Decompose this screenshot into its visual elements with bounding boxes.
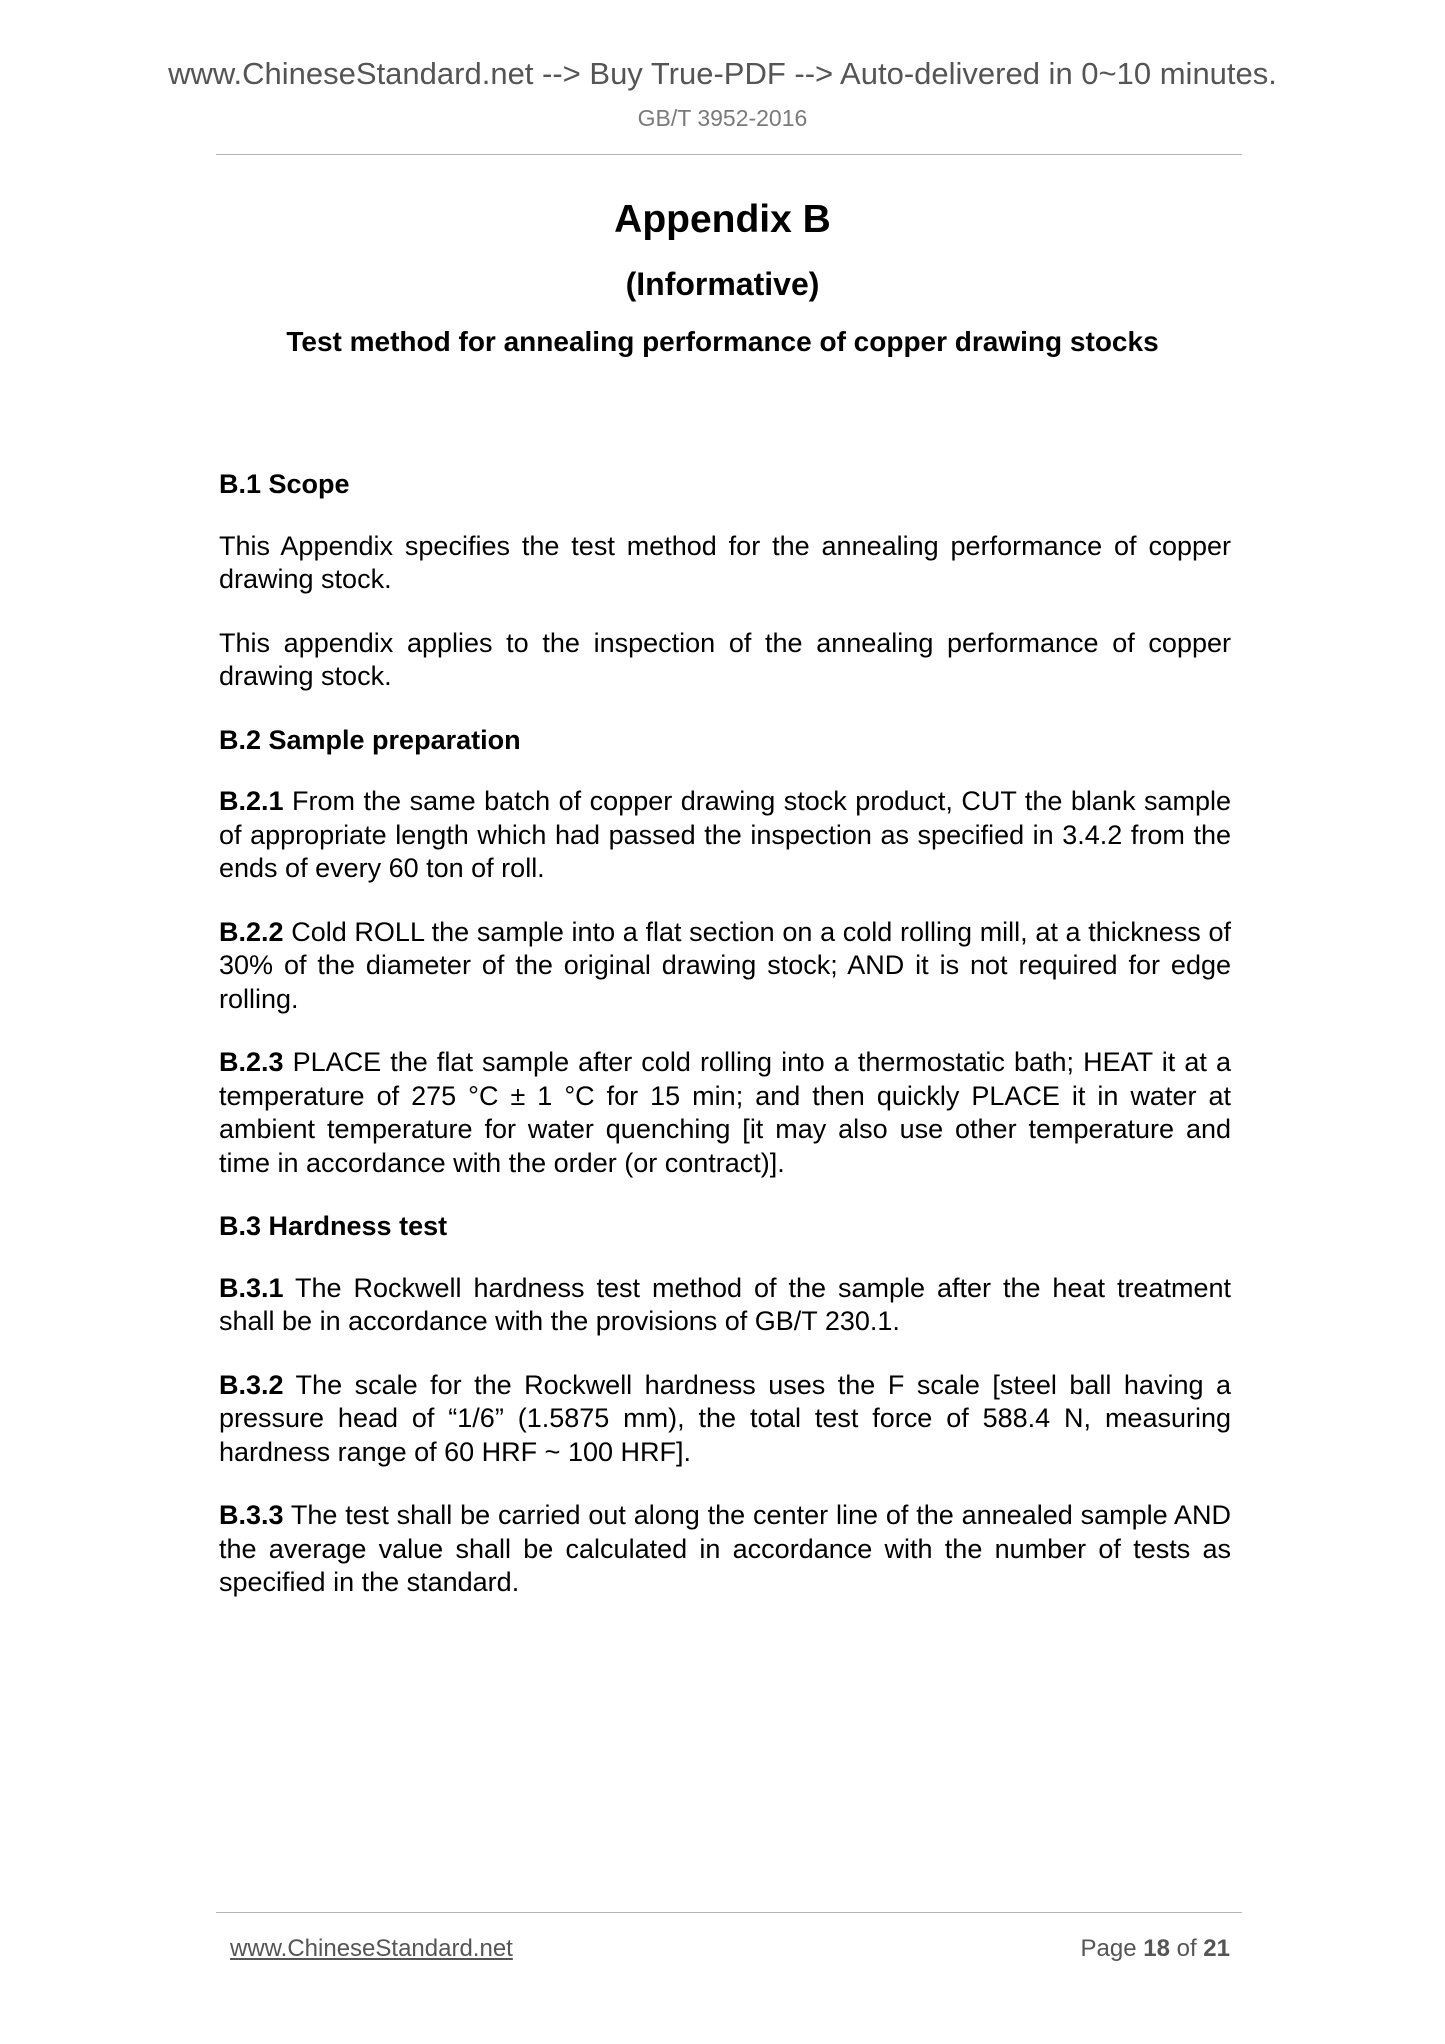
clause-number: B.2.3 (219, 1047, 284, 1077)
clause-text: The test shall be carried out along the center line of the annealed sample AND the average value shall be calculated in accordance with the number of tests as specified in the standard. (219, 1500, 1231, 1597)
header-divider (216, 154, 1242, 155)
page-prefix: Page (1080, 1935, 1144, 1962)
header-banner: www.ChineseStandard.net --> Buy True-PDF --> Auto-delivered in 0~10 minutes. (168, 56, 1277, 91)
section-heading-b3: B.3 Hardness test (219, 1211, 448, 1241)
clause-text: From the same batch of copper drawing stock product, CUT the blank sample of appropriate length which had passed the inspection as specified in 3.4.2 from the ends of every 60 ton of roll. (219, 786, 1231, 883)
paragraph: This Appendix specifies the test method for the annealing performance of copper drawing stock. (219, 530, 1231, 594)
page-separator: of (1169, 1935, 1204, 1962)
clause-b2-3 (219, 1046, 1231, 1180)
page-total: 21 (1203, 1935, 1230, 1962)
paragraph: This appendix applies to the inspection of the annealing performance of copper drawing stock. (219, 627, 1231, 691)
clause-number: B.3.3 (219, 1500, 284, 1530)
section-heading-b2: B.2 Sample preparation (219, 724, 521, 755)
document-heading: Test method for annealing performance of copper drawing stocks (286, 326, 1159, 357)
clause-b2-1 (219, 785, 1231, 886)
clause-b3-2 (219, 1369, 1231, 1470)
clause-number: B.2.1 (219, 786, 284, 816)
section-heading-b1: B.1 Scope (219, 469, 350, 499)
page-subtitle: (Informative) (625, 266, 820, 302)
page-number (1081, 1937, 1230, 1961)
footer-site-link[interactable]: www.ChineseStandard.net (230, 1935, 513, 1962)
clause-text: Cold ROLL the sample into a flat section on a cold rolling mill, at a thickness of 30% of the diameter of the original drawing stock; AND it is not required for edge rolling. (219, 916, 1231, 1014)
page-title: Appendix B (614, 198, 831, 241)
document-body (219, 468, 1231, 1630)
clause-number: B.2.2 (219, 916, 284, 947)
clause-text: PLACE the flat sample after cold rolling into a thermostatic bath; HEAT it at a temperature of 275 °C ± 1 °C for 15 min; and then quickly PLACE it in water at ambient temperature for water quenching [it may also use other temperature and time in accordance with the order (or contract)]. (219, 1047, 1231, 1178)
clause-number: B.3.1 (219, 1272, 284, 1303)
clause-number: B.3.2 (219, 1369, 284, 1400)
footer-divider (216, 1912, 1242, 1913)
clause-text: The scale for the Rockwell hardness uses the F scale [steel ball having a pressure head of “1/6” (1.5875 mm), the total test force of 588.4 N, measuring hardness range of 60 HRF ~ 100 HRF]. (219, 1369, 1231, 1467)
clause-b2-2 (219, 916, 1231, 1017)
clause-b3-1 (219, 1272, 1231, 1339)
standard-id: GB/T 3952-2016 (637, 105, 808, 131)
clause-b3-3 (219, 1499, 1231, 1600)
page-current: 18 (1143, 1935, 1170, 1962)
clause-text: The Rockwell hardness test method of the sample after the heat treatment shall be in accordance with the provisions of GB/T 230.1. (219, 1272, 1231, 1336)
